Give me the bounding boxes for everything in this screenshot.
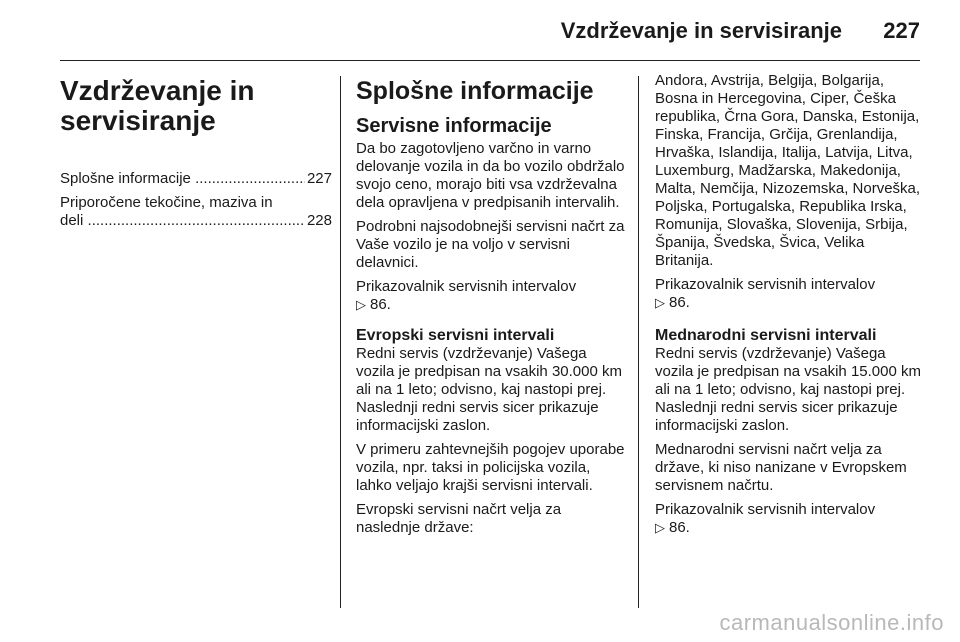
page-reference[interactable]: 86. [669, 519, 690, 536]
column-divider-2 [638, 76, 639, 608]
header-rule [60, 60, 920, 61]
toc-entry-page: 228 [306, 212, 332, 229]
header-title: Vzdrževanje in servisiranje [560, 18, 842, 43]
section-title: Splošne informacije [356, 77, 594, 105]
european-paragraph-2: V primeru zahtevnejših pogojev uporabe vozila, npr. taksi in policijska vozila, lahko veljajo krajši servisni intervali. [356, 441, 625, 494]
column-chapter [60, 76, 332, 230]
watermark: carmanualsonline.info [719, 610, 944, 635]
toc-entry-fluids[interactable] [60, 194, 332, 230]
international-paragraph-1: Redni servis (vzdrževanje) Vašega vozila je predpisan na vsakih 15.000 km ali na 1 leto; odvisno, kaj nastopi prej. Naslednji redni servis sicer prikazuje informacijski zaslon. [655, 345, 921, 434]
international-paragraph-3: Prikazovalnik servisnih intervalov ▷ 86. [655, 501, 876, 536]
service-info-paragraph-1: Da bo zagotovljeno varčno in varno delovanje vozila in da bo vozilo obdržalo svojo ceno, morajo biti vsa vzdrževalna dela opravljena v predpisanih intervalih. [356, 140, 625, 211]
toc-entry-label: Splošne informacije ..... [60, 170, 305, 188]
column-service-info [356, 76, 626, 543]
page-reference-icon: ▷ [356, 297, 366, 312]
countries-reference: Prikazovalnik servisnih intervalov ▷ 86. [655, 276, 876, 311]
european-paragraph-3: Evropski servisni načrt velja za naslednje države: [356, 501, 562, 536]
column-international [655, 72, 923, 543]
service-info-title: Servisne informacije [356, 115, 552, 137]
page-number: 227 [883, 18, 920, 43]
service-info-paragraph-3: Prikazovalnik servisnih intervalov ▷ 86. [356, 278, 577, 313]
page-reference[interactable]: 86. [669, 294, 690, 311]
toc-entry-page: 227 [306, 170, 332, 187]
chapter-title: Vzdrževanje in servisiranje [60, 75, 255, 136]
toc-entry-general[interactable] [60, 170, 332, 188]
page-reference-icon: ▷ [655, 520, 665, 535]
european-intervals-title: Evropski servisni intervali [356, 327, 555, 344]
international-paragraph-2: Mednarodni servisni načrt velja za države, ki niso nanizane v Evropskem servisnem načrtu. [655, 441, 907, 494]
toc-entry-label-line1: Priporočene tekočine, maziva in [60, 194, 273, 211]
international-intervals-title: Mednarodni servisni intervali [655, 327, 877, 344]
toc-entry-label-line2: deli ..... [60, 212, 305, 230]
column-divider-1 [340, 76, 341, 608]
countries-list: Andora, Avstrija, Belgija, Bolgarija, Bosna in Hercegovina, Ciper, Češka republika, Črna Gora, Danska, Estonija, Finska, Francija, Grčija, Grenlandija, Hrvaška, Islandija, Italija, Latvija, Litva, Luxemburg, Madžarska, Makedonija, Malta, Nemčija, Nizozemska, Norveška, Poljska, Portugalska, Republika Irska, Romunija, Slovaška, Slovenija, Srbija, Španija, Švedska, Švica, Velika Britanija. [655, 72, 921, 269]
european-paragraph-1: Redni servis (vzdrževanje) Vašega vozila je predpisan na vsakih 30.000 km ali na 1 leto; odvisno, kaj nastopi prej. Naslednji redni servis sicer prikazuje informacijski zaslon. [356, 345, 622, 434]
page-header [0, 0, 960, 62]
page-reference[interactable]: 86. [370, 296, 391, 313]
page-reference-icon: ▷ [655, 295, 665, 310]
service-info-paragraph-2: Podrobni najsodobnejši servisni načrt za Vaše vozilo je na voljo v servisni delavnici. [356, 218, 625, 271]
